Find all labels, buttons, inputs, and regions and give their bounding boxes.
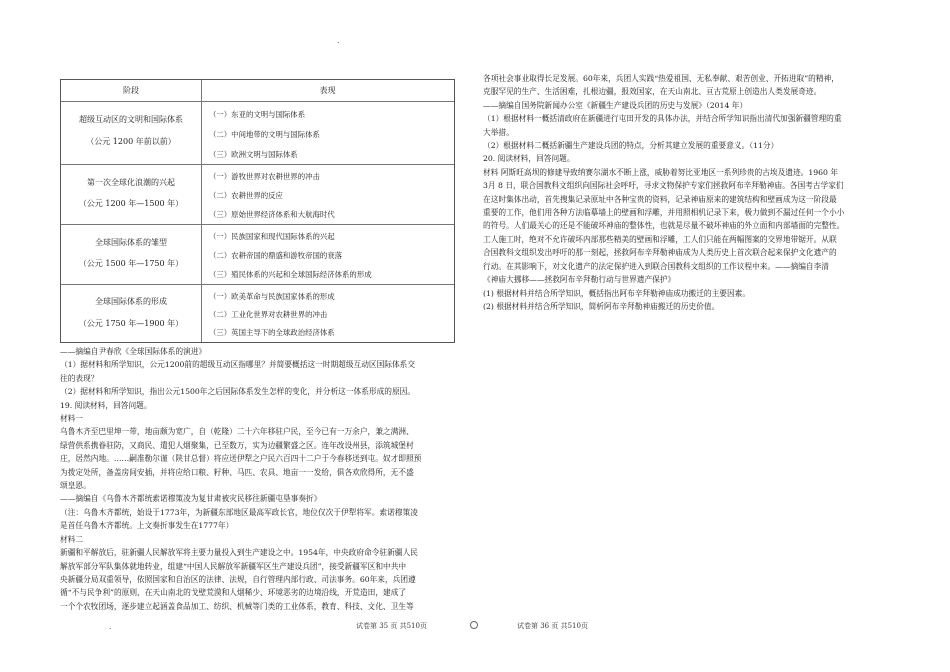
page-footer-left: 试卷第 35 页 共510页 <box>356 622 427 630</box>
text-line: 往的表现？ <box>60 373 99 383</box>
binding-hole-icon <box>470 621 478 629</box>
table-period-cell: （公元 1200 年前以前） <box>86 137 176 146</box>
table-stage-cell: 全球国际体系的形成 <box>95 297 167 306</box>
table-row <box>61 102 454 165</box>
page-mark-top: . <box>337 36 340 45</box>
table-stage-cell: 第一次全球化浪潮的兴起 <box>87 178 175 187</box>
table-item: （三）原始世界经济体系和大航海时代 <box>209 210 335 219</box>
text-line: （1）根据材料一概括清政府在新疆进行屯田开发的具体办法，并结合所学知识指出清代加强新疆管理的重 <box>483 114 842 124</box>
text-line: 新疆和平解放后，驻新疆人民解放军将主要力量投入到生产建设之中。1954年，中央政府命令驻新疆人民 <box>60 548 418 558</box>
text-line: 绿营供系携眷驻防，又商民、遣犯人烟聚集，已至数万，实为边疆繁盛之区。连年改设州县，添筑城堡村 <box>60 440 414 450</box>
table-item: （一）游牧世界对农耕世界的冲击 <box>209 172 320 181</box>
text-line: 一个个农牧团场，逐步建立起涵盖食品加工、纺织、机械等门类的工业体系，教育、科技、文化、卫生等 <box>60 601 414 611</box>
table-period-cell: （公元 1500 年—1750 年） <box>78 259 184 268</box>
text-line: 解放军部分军队集体就地转业，组建“中国人民解放军新疆军区生产建设兵团”，接受新疆军区和中共中 <box>60 561 407 571</box>
text-line: 各项社会事业取得长足发展。60年来，兵团人实践“热爱祖国、无私奉献、艰苦创业、开拓进取”的精神， <box>483 74 839 83</box>
table-header-row <box>61 80 454 102</box>
left-column-text <box>60 345 463 613</box>
text-line: 克服罕见的生产、生活困难，扎根边疆，报效国家，在天山南北、亘古荒原上创造出人类发展奇迹。 <box>483 87 822 97</box>
text-line: （1）据材料和所学知识，公元1200前的超级互动区指哪里？并简要概括这一时期超级互动区国际体系交 <box>60 360 416 370</box>
table-header-stage: 阶段 <box>123 86 139 95</box>
text-line: 材料一 <box>60 414 84 424</box>
table-item: （一）欧美革命与民族国家体系的形成 <box>209 292 335 301</box>
text-line: 20. 阅读材料，回答问题。 <box>483 154 575 164</box>
text-line: 材料 阿斯旺高坝的修建导致纳赛尔湖水不断上涨，威胁着努比亚地区一系列珍贵的古埃及遗迹。1960 年 <box>483 167 839 177</box>
text-line: 在这时集体出动，首先搜集记录原址中各种宝贵的资料，记录神庙原来的建筑结构和壁画成为这一阶段最 <box>483 194 837 204</box>
table-item: （三）英国主导下的全球政治经济体系 <box>209 328 335 337</box>
table-item: （三）殖民体系的兴起和全球国际经济体系的形成 <box>209 270 372 279</box>
text-line: 材料二 <box>60 534 84 544</box>
text-line: 大举措。 <box>483 127 514 137</box>
text-line: 是首任乌鲁木齐都统。上文奏折事发生在1777年） <box>60 521 234 531</box>
text-line: (2) 根据材料并结合所学知识，简析阿布辛拜勒神庙搬迁的历史价值。 <box>483 301 720 311</box>
text-line: （注：乌鲁木齐都统，始设于1773年，为新疆东部地区最高军政长官，地位仅次于伊犁将军。索诺穆策凌 <box>60 507 418 517</box>
table-stage-cell: 全球国际体系的雏型 <box>95 238 167 247</box>
text-line: ——摘编自国务院新闻办公室《新疆生产建设兵团的历史与发展》（2014 年） <box>483 100 748 110</box>
text-line: 乌鲁木齐至巴里坤一带，地亩颇为宽广，自（乾隆）二十六年移驻户民，至今已有一万余户，兼之满洲、 <box>60 427 414 437</box>
table-row <box>61 165 454 225</box>
text-line: 颂皇恩。 <box>60 481 91 491</box>
text-line: 的符号。人们最关心的还是不能破坏神庙的整体性，也就是尽量不破坏神庙的外立面和内部墙面的完整性。 <box>483 221 845 231</box>
text-line: 19. 阅读材料，回答问题。 <box>60 400 152 410</box>
text-line: 循“不与民争利”的原则，在天山南北的戈壁荒漠和人烟稀少、环境恶劣的边境沿线，开荒造田，建成了 <box>60 588 407 598</box>
text-line: （2）据材料和所学知识，指出公元1500年之后国际体系发生怎样的变化，并分析这一体系形成的原因。 <box>60 387 416 397</box>
text-line: (1) 根据材料并结合所学知识，概括指出阿布辛拜勒神庙成功搬迁的主要因素。 <box>483 288 751 298</box>
text-line: 《神庙大挪移——拯救阿布辛拜勒行动与世界遗产保护》 <box>483 275 676 285</box>
text-line: 为拨定处所，备盖房间安插，并将应给口粮、籽种、马匹、农具、地亩一一发给，俱各欢欣得所，无不盛 <box>60 467 414 477</box>
right-column-text <box>483 72 901 313</box>
text-line: 庄，居然内地。……嗣准勒尔谨（陕甘总督）将应送伊犁之户民六百四十二户于今春移送到屯。奴才即照预 <box>60 454 422 464</box>
text-line: 行动。在其影响下，对文化遗产的法定保护进入到联合国教科文组织的工作议程中来。——摘编自李清 <box>483 261 829 271</box>
table-item: （一）东亚的文明与国际体系 <box>209 110 306 119</box>
table-item: （三）欧洲文明与国际体系 <box>209 150 298 159</box>
table-period-cell: （公元 1200 年—1500 年） <box>78 199 184 208</box>
text-line: 重要的工作，他们用各种方法临摹墙上的壁画和浮雕，并用照相机记录下来，极力做到不漏过任何一个小小 <box>483 208 845 218</box>
table-item: （二）工业化世界对农耕世界的冲击 <box>209 310 328 319</box>
table-stage-cell: 超级互动区的文明和国际体系 <box>79 115 183 124</box>
text-line: 合国教科文组织发出呼吁的那一刻起，拯救阿布辛拜勒神庙成为人类历史上首次联合起来保护文化遗产的 <box>483 248 837 258</box>
table-item: （一）民族国家和现代国际体系的兴起 <box>209 232 335 241</box>
text-line: （2）根据材料二概括新疆生产建设兵团的特点，分析其建立发展的重要意义。（11分） <box>483 141 779 151</box>
text-line: 工人施工时，绝对不允许破坏内部那些精美的壁画和浮雕，工人们只能在两幅图案的交界地带锯开。从联 <box>483 234 837 244</box>
table-item: （二）农耕帝国的鼎盛和游牧帝国的衰落 <box>209 251 343 260</box>
table-header-performance: 表现 <box>319 86 336 95</box>
text-line: 3月 8 日，联合国教科文组织向国际社会呼吁，寻求文物保护专家们拯救阿布辛拜勒神庙。各国考古学家们 <box>483 181 844 191</box>
table-item: （二）农耕世界的反应 <box>209 191 283 200</box>
text-line: ——摘编自尹春欣《全球国际体系的演进》 <box>60 347 207 356</box>
table-row <box>61 225 454 285</box>
page-mark-bottom: . <box>109 622 112 631</box>
page-footer-right: 试卷第 36 页 共510页 <box>517 622 588 630</box>
table-item: （二）中间地带的文明与国际体系 <box>209 130 320 139</box>
table-row <box>61 285 454 342</box>
text-line: 央新疆分局双重领导，依照国家和自治区的法律、法规，自行管理内部行政、司法事务。60年来，兵团遵 <box>60 574 416 584</box>
text-line: ——摘编自《乌鲁木齐都统索诺穆策凌为复甘肃被灾民移往新疆屯垦事奏折》 <box>60 494 322 504</box>
table-period-cell: （公元 1750 年—1900 年） <box>78 319 184 328</box>
history-table <box>60 79 455 343</box>
